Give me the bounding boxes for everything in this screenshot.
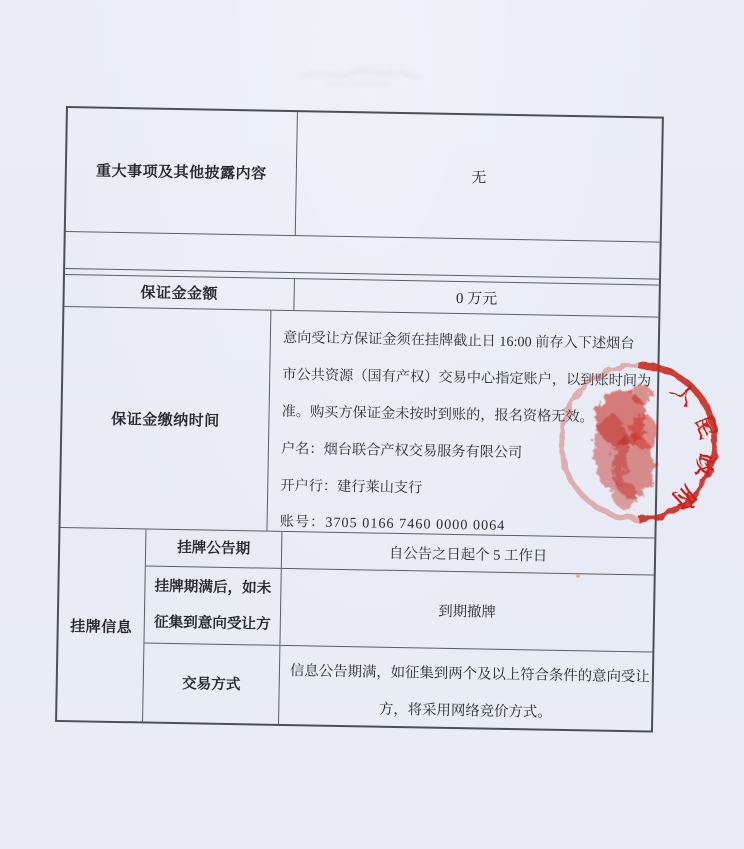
major-disclosure-value: 无: [471, 170, 487, 187]
paper-speck: [576, 574, 580, 578]
expiry-handling-label-line: 征集到意向受让方: [153, 614, 271, 633]
table-row-trade-method: [143, 643, 652, 732]
trade-method-value-line: 信息公告期满，如征集到两个及以上符合条件的意向受让: [289, 663, 650, 686]
expiry-handling-label: [144, 566, 281, 644]
deposit-amount-label: 保证金金额: [64, 275, 295, 310]
listing-info-rows: [143, 529, 654, 732]
trade-method-value: [279, 646, 652, 733]
announcement-period-label: [146, 529, 283, 567]
major-disclosure-label: 重大事项及其他披露内容: [66, 108, 298, 235]
expiry-handling-value: 到期撤牌: [438, 603, 496, 621]
seal-arc-char: 政: [689, 451, 720, 480]
payment-instruction-line: 市公共资源（国有产权）交易中心指定账户，以到账时间为: [282, 366, 652, 390]
trade-method-label: [143, 643, 280, 725]
seal-arc-char: 民: [689, 412, 720, 441]
payment-instruction-line: 准。购买方保证金未按时到账的，报名资格无效。: [281, 403, 594, 426]
table-section-listing-info: [57, 528, 654, 733]
payment-instruction-line: 意向受让方保证金须在挂牌截止日 16:00 前存入下述烟台: [282, 329, 635, 353]
deposit-amount-value: 0 万元: [455, 290, 498, 308]
seal-arc-char: 府: [667, 481, 702, 515]
seal-arc-char: 人: [667, 377, 702, 411]
table-row-major-disclosure: [66, 108, 662, 243]
scan-smudge: [295, 52, 430, 96]
trade-method-value-line: 方，将采用网络竞价方式。: [378, 701, 552, 721]
official-seal: [535, 340, 744, 546]
account-number-line: 账号：3705 0166 7460 0000 0064: [279, 514, 506, 535]
account-name-line: 户名：烟台联合产权交易服务有限公司: [280, 440, 523, 461]
listing-info-label: 挂牌信息: [57, 528, 146, 724]
announcement-period-value: 自公告之日起个 5 工作日: [388, 545, 548, 565]
deposit-payment-time-label: 保证金缴纳时间: [61, 307, 272, 531]
expiry-handling-label-line: 挂牌期满后，如未: [154, 578, 272, 597]
bank-branch-line: 开户行：建行莱山支行: [280, 477, 423, 496]
announcement-period-label-text: 挂牌公告期: [177, 540, 251, 558]
trade-method-label-text: 交易方式: [181, 676, 241, 694]
seal-ink-blotch: [594, 383, 657, 509]
table-row-expiry-handling: [144, 566, 653, 652]
